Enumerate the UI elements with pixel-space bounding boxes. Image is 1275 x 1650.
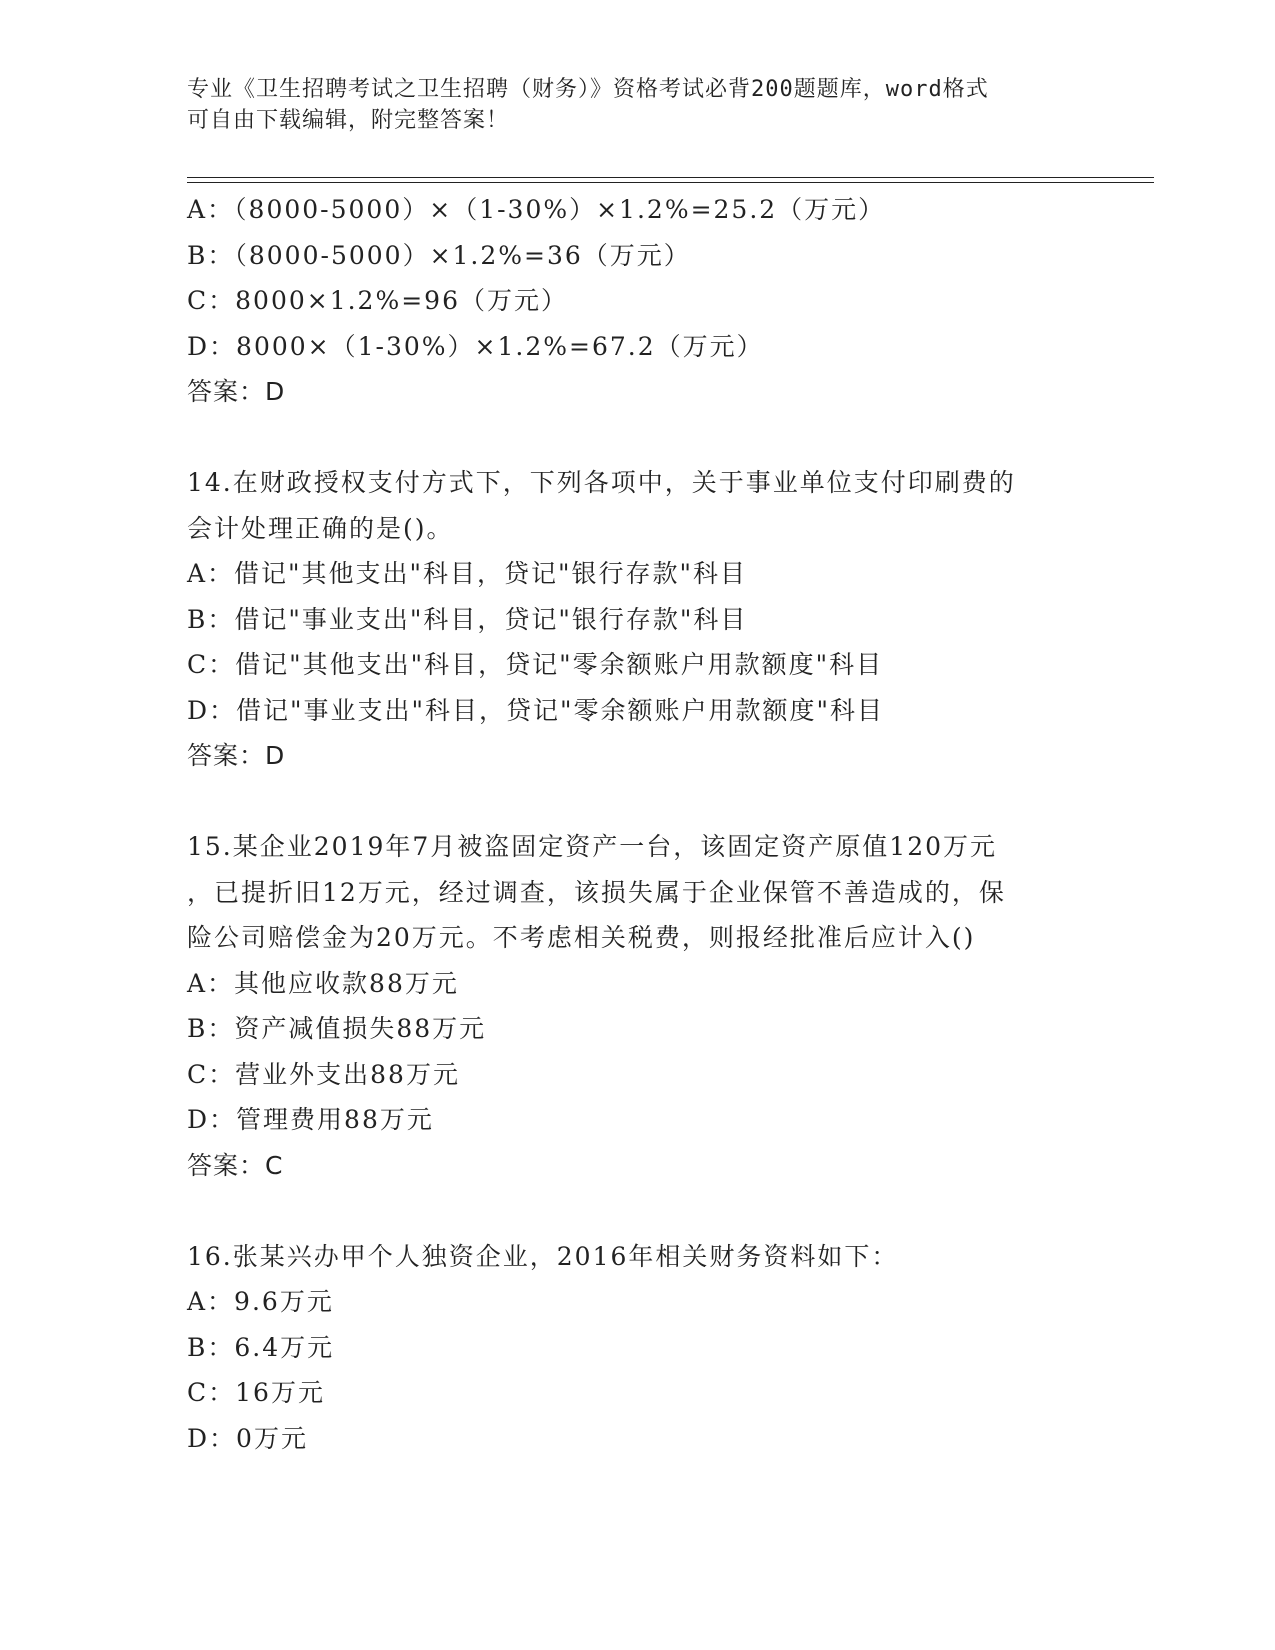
question-stem: 险公司赔偿金为20万元。不考虑相关税费，则报经批准后应计入() (187, 923, 976, 952)
header-line: 可自由下载编辑，附完整答案！ (187, 108, 510, 133)
question-stem: 14.在财政授权支付方式下，下列各项中，关于事业单位支付印刷费的 (187, 468, 1016, 497)
option-a: A：借记"其他支出"科目，贷记"银行存款"科目 (187, 559, 748, 588)
document-header (187, 74, 1067, 136)
question-14 (187, 460, 1087, 779)
answer-line: 答案：D (187, 741, 286, 770)
question-stem: ，已提折旧12万元，经过调查，该损失属于企业保管不善造成的，保 (187, 877, 1006, 907)
question-stem: 会计处理正确的是()。 (187, 513, 454, 543)
question-13 (187, 187, 1087, 415)
option-d: D：0万元 (187, 1423, 308, 1453)
option-a: A：9.6万元 (187, 1287, 334, 1316)
option-d: D：8000×（1-30%）×1.2%=67.2（万元） (187, 331, 764, 361)
question-stem: 15.某企业2019年7月被盗固定资产一台，该固定资产原值120万元 (187, 832, 998, 861)
answer-line: 答案：C (187, 1150, 284, 1180)
spacer (187, 415, 1087, 461)
spacer (187, 1188, 1087, 1234)
option-c: C：8000×1.2%=96（万元） (187, 286, 568, 315)
option-b: B：借记"事业支出"科目，贷记"银行存款"科目 (187, 604, 748, 634)
question-15 (187, 824, 1087, 1188)
option-c: C：借记"其他支出"科目，贷记"零余额账户用款额度"科目 (187, 650, 884, 679)
header-line: 专业《卫生招聘考试之卫生招聘（财务）》资格考试必背200题题库，word格式 (187, 77, 989, 102)
header-divider (187, 182, 1154, 183)
question-16 (187, 1234, 1087, 1462)
question-stem: 16.张某兴办甲个人独资企业，2016年相关财务资料如下： (187, 1241, 899, 1271)
option-d: D：管理费用88万元 (187, 1105, 434, 1134)
header-divider (187, 177, 1154, 178)
option-c: C：16万元 (187, 1378, 325, 1407)
option-b: B：（8000-5000）×1.2%=36（万元） (187, 240, 691, 270)
question-list (187, 187, 1087, 1461)
answer-line: 答案：D (187, 377, 286, 406)
option-a: A：（8000-5000）×（1-30%）×1.2%=25.2（万元） (187, 195, 886, 224)
option-a: A：其他应收款88万元 (187, 968, 459, 998)
option-c: C：营业外支出88万元 (187, 1059, 460, 1089)
option-b: B：6.4万元 (187, 1332, 335, 1362)
option-b: B：资产减值损失88万元 (187, 1014, 487, 1043)
option-d: D：借记"事业支出"科目，贷记"零余额账户用款额度"科目 (187, 695, 885, 725)
spacer (187, 779, 1087, 825)
